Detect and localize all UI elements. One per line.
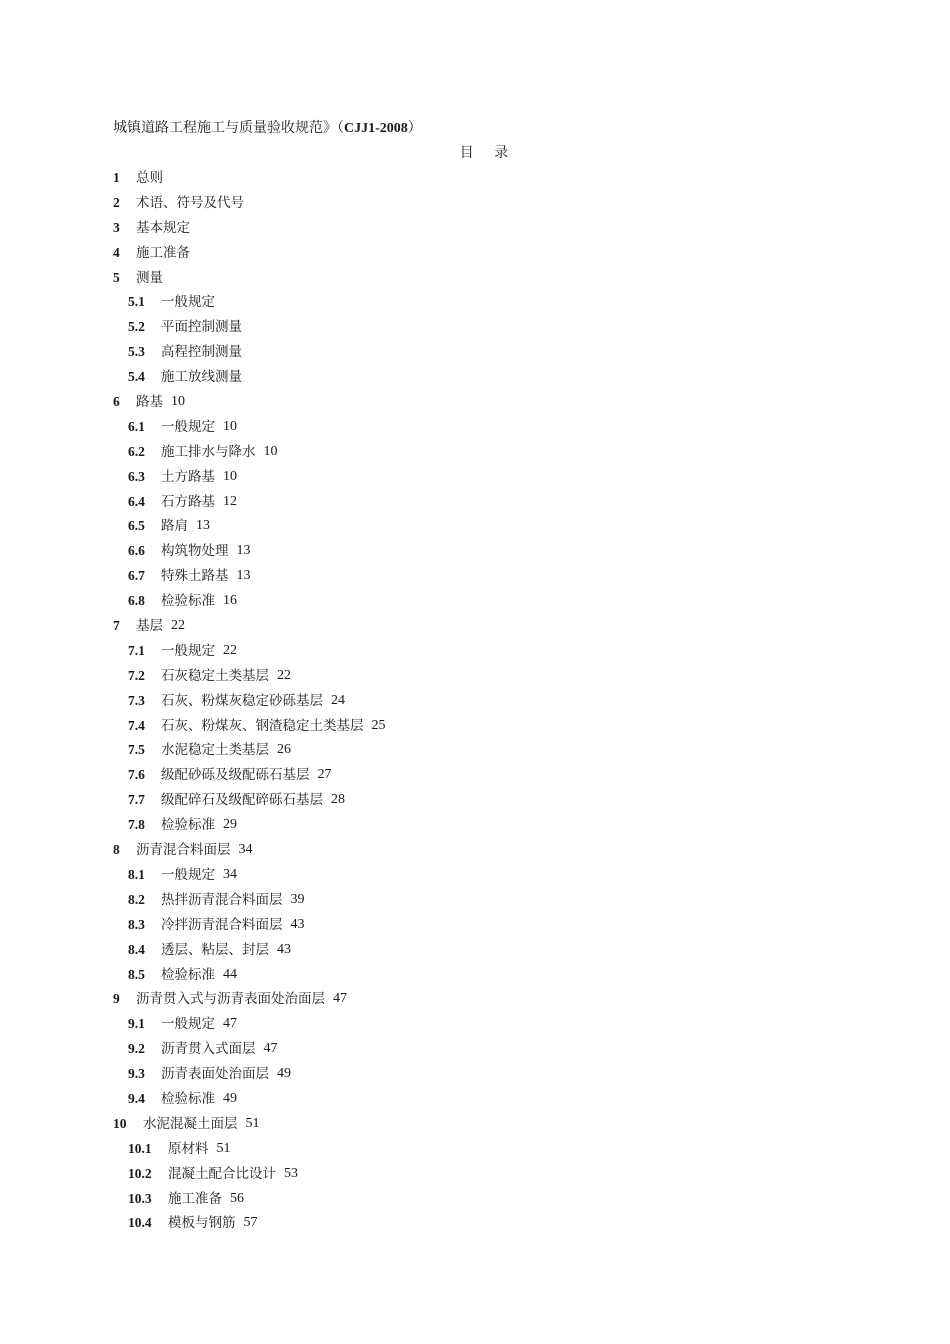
toc-entry-number: 7.2 (128, 667, 145, 683)
toc-entry-title: 一般规定 (161, 294, 215, 311)
toc-entry[interactable] (113, 492, 386, 517)
toc-entry-page-number: 49 (277, 1066, 291, 1082)
toc-entry-title: 原材料 (168, 1140, 209, 1157)
toc-entry-page-number: 22 (277, 667, 291, 683)
toc-entry-title: 水泥混凝土面层 (143, 1115, 238, 1132)
toc-entry-page-number: 49 (223, 1090, 237, 1106)
toc-entry-page-number: 39 (290, 891, 305, 907)
toc-entry-number: 9.3 (128, 1066, 145, 1082)
toc-entry-title: 基层 (136, 618, 163, 635)
toc-entry-page-number: 29 (223, 817, 237, 833)
toc-entry[interactable] (113, 865, 386, 890)
toc-entry-page-number: 22 (171, 618, 185, 634)
toc-entry-number: 6.4 (128, 493, 145, 509)
toc-entry[interactable] (113, 392, 386, 417)
toc-entry[interactable] (113, 989, 386, 1014)
toc-entry[interactable] (113, 467, 386, 492)
toc-entry-title: 基本规定 (136, 219, 190, 236)
toc-entry-title: 术语、符号及代号 (136, 194, 244, 211)
toc-entry-number: 9.4 (128, 1090, 145, 1106)
toc-entry-number: 6.8 (128, 593, 145, 609)
toc-entry[interactable] (113, 790, 386, 815)
toc-entry-number: 5 (113, 269, 120, 285)
toc-entry-page-number: 43 (290, 916, 305, 932)
toc-entry-number: 7.4 (128, 717, 145, 733)
document-code: CJJ1-2008 (344, 121, 408, 136)
toc-entry[interactable] (113, 1114, 386, 1139)
toc-entry-number: 8.2 (128, 891, 145, 907)
toc-entry-page-number: 26 (277, 742, 291, 758)
toc-entry-number: 8.4 (128, 941, 145, 957)
toc-entry-number: 8.1 (128, 866, 145, 882)
toc-entry[interactable] (113, 168, 386, 193)
toc-entry-page-number: 53 (284, 1165, 298, 1181)
toc-entry-title: 平面控制测量 (161, 319, 242, 336)
toc-entry-title: 冷拌沥青混合料面层 (161, 916, 283, 933)
toc-entry-title: 高程控制测量 (161, 344, 242, 361)
toc-entry-title: 检验标准 (161, 593, 215, 610)
toc-entry-number: 5.1 (128, 294, 145, 310)
toc-entry-number: 7.1 (128, 642, 145, 658)
toc-entry-title: 沥青表面处治面层 (161, 1066, 269, 1083)
toc-entry-number: 10.1 (128, 1140, 152, 1156)
toc-entry-number: 7 (113, 618, 120, 634)
toc-entry-number: 4 (113, 244, 120, 260)
toc-entry-title: 施工放线测量 (161, 369, 242, 386)
toc-entry-page-number: 10 (171, 394, 185, 410)
toc-entry-page-number: 13 (196, 518, 210, 534)
toc-entry-page-number: 27 (317, 767, 332, 783)
toc-entry-page-number: 51 (245, 1115, 260, 1131)
toc-entry-number: 7.6 (128, 767, 145, 783)
toc-entry-title: 沥青贯入式与沥青表面处治面层 (136, 991, 325, 1008)
toc-entry-number: 8.3 (128, 916, 145, 932)
toc-entry-title: 级配碎石及级配碎砾石基层 (161, 792, 323, 809)
toc-entry-page-number: 12 (223, 493, 237, 509)
toc-entry-page-number: 34 (238, 842, 253, 858)
toc-entry-number: 6.7 (128, 568, 145, 584)
toc-entry[interactable] (113, 193, 386, 218)
toc-entry-title: 检验标准 (161, 1090, 215, 1107)
toc-entry[interactable] (113, 915, 386, 940)
toc-entry-title: 测量 (136, 269, 163, 286)
toc-entry-title: 石灰稳定土类基层 (161, 667, 269, 684)
toc-entry-number: 7.8 (128, 817, 145, 833)
toc-entry[interactable] (113, 840, 386, 865)
toc-entry-title: 施工准备 (136, 244, 190, 261)
toc-entry[interactable] (113, 442, 386, 467)
toc-entry-title: 一般规定 (161, 642, 215, 659)
toc-entry[interactable] (113, 965, 386, 990)
toc-entry[interactable] (113, 367, 386, 392)
toc-entry-page-number: 10 (223, 418, 237, 434)
toc-entry[interactable] (113, 516, 386, 541)
toc-entry-number: 5.3 (128, 344, 145, 360)
toc-entry-page-number: 10 (223, 468, 237, 484)
toc-entry-page-number: 34 (223, 866, 237, 882)
toc-entry-page-number: 16 (223, 593, 237, 609)
toc-entry-title: 级配砂砾及级配砾石基层 (161, 767, 310, 784)
toc-entry-page-number: 25 (371, 717, 386, 733)
toc-entry[interactable] (113, 342, 386, 367)
toc-entry[interactable] (113, 317, 386, 342)
toc-entry[interactable] (113, 292, 386, 317)
toc-entry-title: 路肩 (161, 518, 188, 535)
toc-entry-title: 一般规定 (161, 866, 215, 883)
toc-entry[interactable] (113, 591, 386, 616)
toc-entry-page-number: 57 (243, 1215, 258, 1231)
toc-entry-number: 7.7 (128, 792, 145, 808)
toc-entry-number: 9.1 (128, 1016, 145, 1032)
toc-entry-page-number: 44 (223, 966, 237, 982)
toc-entry[interactable] (113, 268, 386, 293)
toc-entry[interactable] (113, 1189, 386, 1214)
toc-entry[interactable] (113, 1213, 386, 1238)
toc-entry-page-number: 10 (263, 443, 278, 459)
toc-entry-number: 9.2 (128, 1041, 145, 1057)
toc-entry-title: 一般规定 (161, 418, 215, 435)
toc-entry-number: 6.3 (128, 468, 145, 484)
toc-entry-page-number: 51 (216, 1140, 231, 1156)
toc-entry-page-number: 47 (333, 991, 347, 1007)
toc-entry-title: 模板与钢筋 (168, 1215, 236, 1232)
toc-entry-title: 施工准备 (168, 1190, 222, 1207)
toc-entry-page-number: 47 (223, 1016, 237, 1032)
toc-entry-number: 6.5 (128, 518, 145, 534)
toc-entry[interactable] (113, 566, 386, 591)
document-title (113, 118, 422, 139)
toc-entry[interactable] (113, 1039, 386, 1064)
toc-entry-page-number: 22 (223, 642, 237, 658)
toc-entry[interactable] (113, 1064, 386, 1089)
toc-entry[interactable] (113, 1139, 386, 1164)
toc-entry-title: 沥青混合料面层 (136, 842, 231, 859)
toc-entry-number: 1 (113, 170, 120, 185)
toc-entry-number: 6.2 (128, 443, 145, 459)
toc-entry-number: 10 (113, 1115, 127, 1131)
toc-entry[interactable] (113, 1164, 386, 1189)
toc-entry[interactable] (113, 541, 386, 566)
toc-entry-page-number: 43 (277, 941, 291, 957)
toc-heading: 目 录 (459, 145, 517, 161)
toc-entry-page-number: 13 (236, 568, 251, 584)
toc-entry-title: 总则 (136, 170, 163, 186)
toc-entry[interactable] (113, 417, 386, 442)
toc-entry-number: 3 (113, 219, 120, 235)
toc-entry-title: 透层、粘层、封层 (161, 941, 269, 958)
toc-entry[interactable] (113, 765, 386, 790)
toc-entry[interactable] (113, 691, 386, 716)
toc-entry[interactable] (113, 616, 386, 641)
toc-entry-title: 石灰、粉煤灰、钢渣稳定土类基层 (161, 717, 364, 734)
toc-entry[interactable] (113, 1089, 386, 1114)
toc-entry-page-number: 13 (236, 543, 251, 559)
toc-entry[interactable] (113, 666, 386, 691)
toc-entry-page-number: 47 (263, 1041, 278, 1057)
toc-entry-number: 6.1 (128, 418, 145, 434)
toc-entry[interactable] (113, 716, 386, 741)
toc-entry-number: 10.3 (128, 1190, 152, 1206)
toc-entry-title: 检验标准 (161, 817, 215, 834)
toc-entry-title: 路基 (136, 394, 163, 411)
toc-entry-page-number: 24 (331, 692, 345, 708)
toc-entry-page-number: 28 (331, 792, 345, 808)
toc-entry-title: 石灰、粉煤灰稳定砂砾基层 (161, 692, 323, 709)
toc-entry-number: 2 (113, 194, 120, 210)
toc-entry-title: 土方路基 (161, 468, 215, 485)
toc-entry[interactable] (113, 218, 386, 243)
toc-entry[interactable] (113, 641, 386, 666)
toc-entry-number: 9 (113, 991, 120, 1007)
toc-entry-number: 5.4 (128, 369, 145, 385)
toc-entry-number: 7.3 (128, 692, 145, 708)
toc-entry-title: 混凝土配合比设计 (168, 1165, 276, 1182)
toc-entry-title: 施工排水与降水 (161, 443, 256, 460)
toc-entry-page-number: 56 (230, 1190, 244, 1206)
document-title-text: 城镇道路工程施工与质量验收规范》（ (113, 120, 344, 136)
toc-entry-title: 检验标准 (161, 966, 215, 983)
toc-entry[interactable] (113, 1014, 386, 1039)
toc-entry-title: 构筑物处理 (161, 543, 229, 560)
toc-entry[interactable] (113, 243, 386, 268)
toc-entry-title: 特殊土路基 (161, 568, 229, 585)
toc-entry-number: 10.2 (128, 1165, 152, 1181)
toc-entry-number: 8.5 (128, 966, 145, 982)
toc-entry-number: 5.2 (128, 319, 145, 335)
toc-entry-title: 一般规定 (161, 1016, 215, 1033)
document-title-close: ） (407, 120, 422, 136)
toc-entry-title: 水泥稳定土类基层 (161, 742, 269, 759)
toc-entry[interactable] (113, 740, 386, 765)
table-of-contents (113, 168, 386, 1238)
toc-entry[interactable] (113, 890, 386, 915)
toc-entry-number: 6 (113, 394, 120, 410)
toc-entry-number: 6.6 (128, 543, 145, 559)
toc-entry-number: 10.4 (128, 1215, 152, 1231)
toc-entry-title: 热拌沥青混合料面层 (161, 891, 283, 908)
toc-entry-number: 8 (113, 842, 120, 858)
toc-entry[interactable] (113, 940, 386, 965)
toc-entry-title: 沥青贯入式面层 (161, 1041, 256, 1058)
toc-entry-number: 7.5 (128, 742, 145, 758)
toc-entry-title: 石方路基 (161, 493, 215, 510)
toc-entry[interactable] (113, 815, 386, 840)
